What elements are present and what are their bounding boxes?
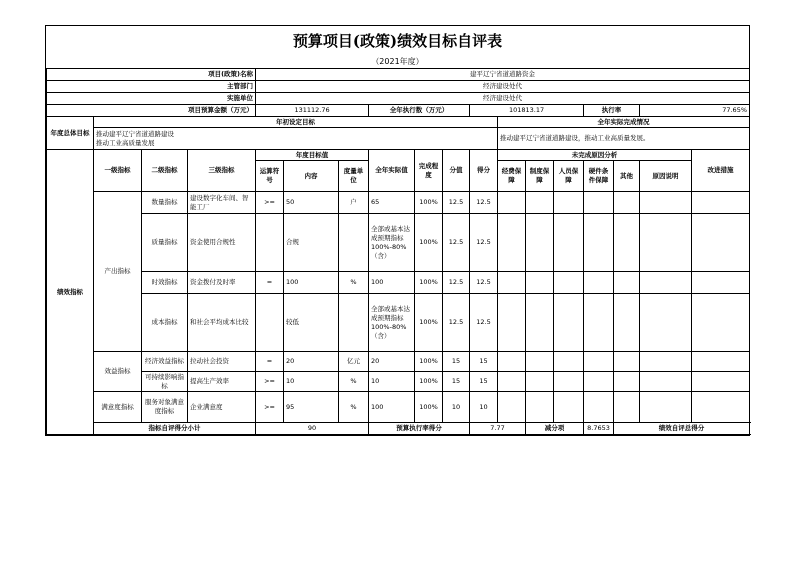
row-level2: 数量指标 bbox=[142, 192, 188, 214]
row-score: 15 bbox=[470, 352, 498, 372]
row-reason-cell bbox=[584, 372, 614, 392]
row-reason-cell bbox=[526, 372, 554, 392]
row-content: 20 bbox=[284, 352, 339, 372]
row-measure-cell bbox=[692, 294, 750, 352]
row-level3: 资金拨付及时率 bbox=[188, 272, 256, 294]
row-score: 15 bbox=[470, 372, 498, 392]
row-reason-cell bbox=[554, 352, 584, 372]
row-op: >= bbox=[256, 372, 284, 392]
info-row-dept bbox=[47, 81, 750, 93]
row-reason-cell bbox=[498, 192, 526, 214]
row-completion: 100% bbox=[415, 372, 443, 392]
row-score: 12.5 bbox=[470, 272, 498, 294]
row-reason-cell bbox=[584, 214, 614, 272]
goals-initial-label: 年初设定目标 bbox=[94, 117, 498, 128]
row-reason-cell bbox=[498, 272, 526, 294]
perf-indicator-label: 绩效指标 bbox=[47, 150, 94, 435]
row-reason-cell bbox=[554, 214, 584, 272]
row-reason-cell bbox=[584, 392, 614, 423]
row-level2: 成本指标 bbox=[142, 294, 188, 352]
row-reason-cell bbox=[640, 372, 692, 392]
goals-actual-text: 推动建平辽宁省道道路建设，推动工业高质量发展。 bbox=[498, 128, 750, 150]
row-level2: 服务对象满意度指标 bbox=[142, 392, 188, 423]
goals-header-row bbox=[47, 117, 750, 128]
exec-label: 全年执行数（万元） bbox=[369, 105, 470, 117]
level2-header: 二级指标 bbox=[142, 150, 188, 192]
level1-satisfaction: 满意度指标 bbox=[94, 392, 142, 423]
row-completion: 100% bbox=[415, 272, 443, 294]
row-level3: 建设数字化车间、智能工厂 bbox=[188, 192, 256, 214]
row-reason-cell bbox=[640, 214, 692, 272]
row-completion: 100% bbox=[415, 192, 443, 214]
table-row bbox=[47, 392, 750, 423]
row-reason-cell bbox=[640, 272, 692, 294]
row-reason-cell bbox=[526, 214, 554, 272]
row-content: 较低 bbox=[284, 294, 339, 352]
row-unit: % bbox=[339, 392, 369, 423]
goals-actual-label: 全年实际完成情况 bbox=[498, 117, 750, 128]
row-level2: 可持续影响指标 bbox=[142, 372, 188, 392]
row-reason-cell bbox=[498, 352, 526, 372]
project-name-label: 项目(政策)名称 bbox=[47, 69, 256, 81]
table-row bbox=[47, 294, 750, 352]
row-unit: % bbox=[339, 272, 369, 294]
row-weight: 15 bbox=[443, 372, 470, 392]
sheet-subtitle: （2021年度） bbox=[371, 57, 424, 66]
table-row bbox=[47, 372, 750, 392]
row-unit bbox=[339, 294, 369, 352]
row-reason-cell bbox=[614, 352, 640, 372]
deduct-value: 8.7653 bbox=[584, 423, 614, 435]
row-op: = bbox=[256, 352, 284, 372]
row-measure-cell bbox=[692, 392, 750, 423]
row-unit: 户 bbox=[339, 192, 369, 214]
row-reason-cell bbox=[584, 294, 614, 352]
annual-target-header: 年度目标值 bbox=[256, 150, 369, 161]
goals-initial-text: 推动建平辽宁省道道路建设 推动工业高质量发展 bbox=[94, 128, 498, 150]
unit-value: 经济建设处代 bbox=[256, 93, 750, 105]
table-row bbox=[47, 192, 750, 214]
row-weight: 12.5 bbox=[443, 294, 470, 352]
row-content: 50 bbox=[284, 192, 339, 214]
sheet-title: 预算项目(政策)绩效目标自评表 bbox=[292, 32, 503, 50]
row-completion: 100% bbox=[415, 294, 443, 352]
exec-score-label: 预算执行率得分 bbox=[369, 423, 470, 435]
row-level3: 和社会平均成本比较 bbox=[188, 294, 256, 352]
row-content: 合规 bbox=[284, 214, 339, 272]
score-header: 得分 bbox=[470, 150, 498, 192]
row-measure-cell bbox=[692, 214, 750, 272]
reason-funding-header: 经费保障 bbox=[498, 161, 526, 192]
row-op: = bbox=[256, 272, 284, 294]
row-reason-cell bbox=[640, 192, 692, 214]
row-reason-cell bbox=[498, 392, 526, 423]
row-op: >= bbox=[256, 192, 284, 214]
row-content: 100 bbox=[284, 272, 339, 294]
reason-explain-header: 原因说明 bbox=[640, 161, 692, 192]
row-level2: 质量指标 bbox=[142, 214, 188, 272]
row-reason-cell bbox=[554, 372, 584, 392]
unit-header: 度量单位 bbox=[339, 161, 369, 192]
subtotal-value: 90 bbox=[256, 423, 369, 435]
reason-other-header: 其他 bbox=[614, 161, 640, 192]
level3-header: 三级指标 bbox=[188, 150, 256, 192]
level1-header: 一级指标 bbox=[94, 150, 142, 192]
row-reason-cell bbox=[614, 392, 640, 423]
goals-content-row bbox=[47, 128, 750, 150]
row-actual: 65 bbox=[369, 192, 415, 214]
info-row-project bbox=[47, 69, 750, 81]
row-reason-cell bbox=[614, 272, 640, 294]
row-reason-cell bbox=[584, 352, 614, 372]
row-reason-cell bbox=[554, 272, 584, 294]
row-weight: 12.5 bbox=[443, 192, 470, 214]
row-reason-cell bbox=[554, 294, 584, 352]
rate-label: 执行率 bbox=[584, 105, 640, 117]
row-level3: 拉动社会投资 bbox=[188, 352, 256, 372]
row-op bbox=[256, 294, 284, 352]
row-measure-cell bbox=[692, 372, 750, 392]
row-unit bbox=[339, 214, 369, 272]
budget-label: 项目预算金额（万元） bbox=[47, 105, 256, 117]
row-actual: 100 bbox=[369, 272, 415, 294]
row-unit: 亿元 bbox=[339, 352, 369, 372]
unit-label: 实施单位 bbox=[47, 93, 256, 105]
row-level3: 企业满意度 bbox=[188, 392, 256, 423]
row-level2: 时效指标 bbox=[142, 272, 188, 294]
footer-row bbox=[47, 423, 750, 435]
row-actual: 全部或基本达成预期指标100%-80%（含） bbox=[369, 294, 415, 352]
row-score: 12.5 bbox=[470, 192, 498, 214]
row-reason-cell bbox=[614, 294, 640, 352]
project-name-value: 建平辽宁省道道路资金 bbox=[256, 69, 750, 81]
row-weight: 15 bbox=[443, 352, 470, 372]
level1-output: 产出指标 bbox=[94, 192, 142, 352]
subtotal-label: 指标自评得分小计 bbox=[94, 423, 256, 435]
indicator-header-row-1 bbox=[47, 150, 750, 161]
row-measure-cell bbox=[692, 272, 750, 294]
row-reason-cell bbox=[584, 272, 614, 294]
reasons-header: 未完成原因分析 bbox=[498, 150, 692, 161]
total-label: 绩效自评总得分 bbox=[614, 423, 750, 435]
info-row-budget bbox=[47, 105, 750, 117]
row-actual: 100 bbox=[369, 392, 415, 423]
row-reason-cell bbox=[640, 392, 692, 423]
row-reason-cell bbox=[614, 372, 640, 392]
row-reason-cell bbox=[614, 214, 640, 272]
row-level3: 提高生产效率 bbox=[188, 372, 256, 392]
row-reason-cell bbox=[526, 392, 554, 423]
dept-label: 主管部门 bbox=[47, 81, 256, 93]
row-measure-cell bbox=[692, 352, 750, 372]
row-weight: 10 bbox=[443, 392, 470, 423]
row-op bbox=[256, 214, 284, 272]
row-score: 10 bbox=[470, 392, 498, 423]
row-actual: 20 bbox=[369, 352, 415, 372]
row-reason-cell bbox=[526, 272, 554, 294]
op-header: 运算符号 bbox=[256, 161, 284, 192]
exec-score-value: 7.77 bbox=[470, 423, 526, 435]
table-row bbox=[47, 214, 750, 272]
row-completion: 100% bbox=[415, 392, 443, 423]
row-completion: 100% bbox=[415, 352, 443, 372]
row-score: 12.5 bbox=[470, 214, 498, 272]
row-reason-cell bbox=[526, 294, 554, 352]
exec-value: 101813.17 bbox=[470, 105, 584, 117]
evaluation-sheet bbox=[45, 25, 750, 436]
reason-staff-header: 人员保障 bbox=[554, 161, 584, 192]
row-reason-cell bbox=[554, 392, 584, 423]
row-weight: 12.5 bbox=[443, 214, 470, 272]
budget-value: 131112.76 bbox=[256, 105, 369, 117]
weight-header: 分值 bbox=[443, 150, 470, 192]
row-reason-cell bbox=[640, 352, 692, 372]
row-reason-cell bbox=[584, 192, 614, 214]
info-row-unit bbox=[47, 93, 750, 105]
row-reason-cell bbox=[498, 214, 526, 272]
deduct-label: 减分项 bbox=[526, 423, 584, 435]
row-level3: 资金使用合规性 bbox=[188, 214, 256, 272]
dept-value: 经济建设处代 bbox=[256, 81, 750, 93]
row-level2: 经济效益指标 bbox=[142, 352, 188, 372]
row-content: 95 bbox=[284, 392, 339, 423]
reason-hardware-header: 硬件条件保障 bbox=[584, 161, 614, 192]
goals-label: 年度总体目标 bbox=[47, 117, 94, 150]
row-reason-cell bbox=[640, 294, 692, 352]
reason-system-header: 制度保障 bbox=[526, 161, 554, 192]
level1-benefit: 效益指标 bbox=[94, 352, 142, 392]
row-weight: 12.5 bbox=[443, 272, 470, 294]
rate-value: 77.65% bbox=[640, 105, 750, 117]
row-reason-cell bbox=[498, 372, 526, 392]
content-header: 内容 bbox=[284, 161, 339, 192]
row-reason-cell bbox=[614, 192, 640, 214]
table-row bbox=[47, 352, 750, 372]
row-completion: 100% bbox=[415, 214, 443, 272]
row-actual: 全部或基本达成预期指标100%-80%（含） bbox=[369, 214, 415, 272]
measures-header: 改进措施 bbox=[692, 150, 750, 192]
row-reason-cell bbox=[554, 192, 584, 214]
row-actual: 10 bbox=[369, 372, 415, 392]
row-reason-cell bbox=[526, 192, 554, 214]
row-unit: % bbox=[339, 372, 369, 392]
evaluation-table bbox=[46, 68, 750, 435]
table-row bbox=[47, 272, 750, 294]
completion-header: 完成程度 bbox=[415, 150, 443, 192]
row-reason-cell bbox=[526, 352, 554, 372]
row-op: >= bbox=[256, 392, 284, 423]
row-content: 10 bbox=[284, 372, 339, 392]
actual-header: 全年实际值 bbox=[369, 150, 415, 192]
row-measure-cell bbox=[692, 192, 750, 214]
row-score: 12.5 bbox=[470, 294, 498, 352]
row-reason-cell bbox=[498, 294, 526, 352]
